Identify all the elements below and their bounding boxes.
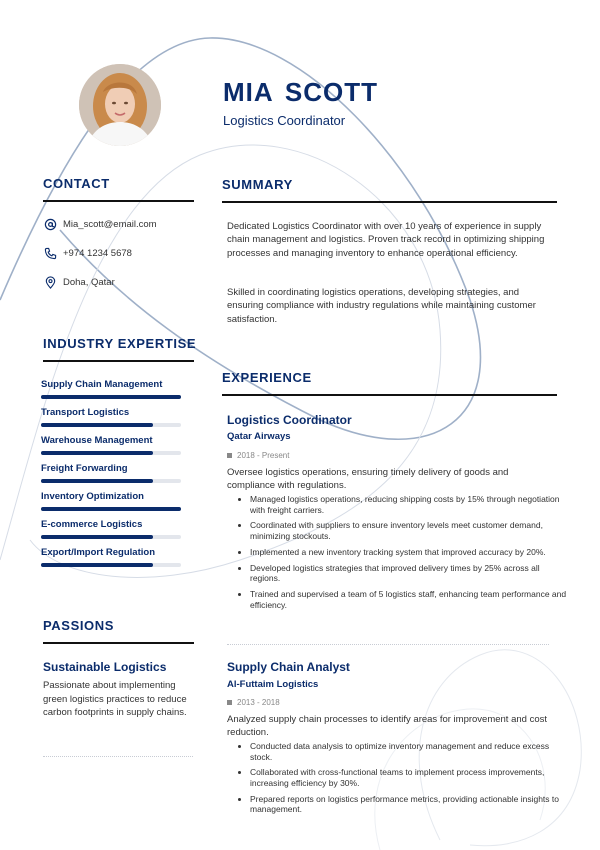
candidate-name: MIA SCOTT [223, 77, 379, 107]
job-bullet: • Managed logistics operations, reducing shipping costs by 15% through negotiation with freight carriers. [250, 494, 568, 515]
summary-paragraph-1: Dedicated Logistics Coordinator with over 10 years of experience in supply chain management and logistics. Proven track record in optimizing shipping processes and managing inventory to enhance operational efficiency. [227, 221, 545, 259]
passions-rule [43, 642, 194, 644]
passion-description: Passionate about implementing green logistics practices to reduce carbon footprints in supply chains. [43, 680, 187, 718]
job-bullets [232, 741, 568, 820]
skill-bar-fill [41, 507, 181, 511]
skill-bar [41, 563, 181, 567]
skill-item [41, 519, 181, 539]
phone-text: +974 1234 5678 [63, 248, 132, 259]
job-summary: Oversee logistics operations, ensuring timely delivery of goods and compliance with regulations. [227, 467, 509, 492]
contact-location [44, 276, 115, 289]
experience-rule [222, 394, 557, 396]
skill-bar-fill [41, 423, 153, 427]
job-dates [227, 451, 289, 460]
job-summary: Analyzed supply chain processes to identify areas for improvement and cost reduction. [227, 714, 547, 739]
skill-label: E-commerce Logistics [41, 519, 143, 530]
contact-heading: CONTACT [43, 176, 110, 191]
job-dates [227, 698, 280, 707]
passions-heading: PASSIONS [43, 618, 115, 633]
expertise-rule [43, 360, 194, 362]
location-pin-icon [44, 276, 57, 289]
calendar-icon [227, 700, 232, 705]
skill-bar [41, 507, 181, 511]
skill-bar-fill [41, 395, 181, 399]
job-title: Logistics Coordinator [227, 413, 352, 427]
skill-bar [41, 451, 181, 455]
skill-item [41, 491, 181, 511]
skill-label: Transport Logistics [41, 407, 130, 418]
skill-bar-fill [41, 535, 153, 539]
skill-bar [41, 535, 181, 539]
candidate-role: Logistics Coordinator [223, 113, 346, 128]
job-bullets [232, 494, 568, 615]
skill-item [41, 547, 181, 567]
skill-label: Warehouse Management [41, 435, 153, 446]
email-text: Mia_scott@email.com [63, 219, 157, 230]
job-bullet: • Implemented a new inventory tracking system that improved accuracy by 20%. [250, 547, 568, 558]
skill-bar [41, 423, 181, 427]
job-dates-text: 2018 - Present [237, 451, 290, 460]
calendar-icon [227, 453, 232, 458]
summary-heading: SUMMARY [222, 177, 293, 192]
skill-item [41, 379, 181, 399]
job-divider [227, 644, 549, 645]
job-company: Al-Futtaim Logistics [227, 679, 319, 690]
skill-bar [41, 479, 181, 483]
skill-item [41, 463, 181, 483]
email-icon [44, 218, 57, 231]
job-bullet: • Trained and supervised a team of 5 logistics staff, enhancing team performance and efficiency. [250, 589, 568, 610]
location-text: Doha, Qatar [63, 277, 115, 288]
expertise-heading: INDUSTRY EXPERTISE [43, 336, 197, 351]
experience-heading: EXPERIENCE [222, 370, 312, 385]
passion-divider [43, 756, 193, 757]
job-bullet: • Collaborated with cross-functional teams to implement process improvements, increasing efficiency by 30%. [250, 767, 568, 788]
summary-paragraph-2: Skilled in coordinating logistics operations, developing strategies, and ensuring compliance with industry regulations while maintaining customer satisfaction. [227, 287, 536, 325]
skill-item [41, 435, 181, 455]
phone-icon [44, 247, 57, 260]
job-bullet: • Conducted data analysis to optimize inventory management and reduce excess stock. [250, 741, 568, 762]
job-title: Supply Chain Analyst [227, 660, 350, 674]
job-company: Qatar Airways [227, 431, 291, 442]
summary-rule [222, 201, 557, 203]
job-dates-text: 2013 - 2018 [237, 698, 280, 707]
skill-item [41, 407, 181, 427]
passion-title: Sustainable Logistics [43, 660, 167, 674]
skill-bar [41, 395, 181, 399]
job-bullet: • Developed logistics strategies that improved delivery times by 25% across all regions. [250, 563, 568, 584]
skill-label: Export/Import Regulation [41, 547, 155, 558]
skill-label: Freight Forwarding [41, 463, 128, 474]
contact-phone[interactable] [44, 247, 132, 260]
profile-photo [79, 64, 161, 146]
contact-email[interactable] [44, 218, 157, 231]
skill-bar-fill [41, 479, 153, 483]
skill-label: Inventory Optimization [41, 491, 144, 502]
job-bullet: • Prepared reports on logistics performance metrics, providing actionable insights to management. [250, 794, 568, 815]
skill-label: Supply Chain Management [41, 379, 163, 390]
job-bullet: • Coordinated with suppliers to ensure inventory levels meet customer demand, minimizing stockouts. [250, 520, 568, 541]
skill-bar-fill [41, 563, 153, 567]
skill-bar-fill [41, 451, 153, 455]
contact-rule [43, 200, 194, 202]
